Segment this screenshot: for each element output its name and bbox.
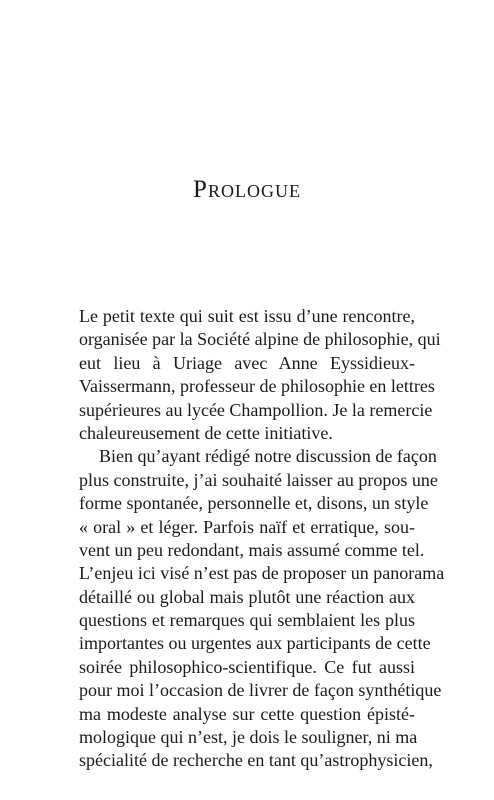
text-line: mologique qui n’est, je dois le souligner, ni ma — [79, 727, 418, 748]
text-line: chaleureusement de cette initiative. — [79, 422, 333, 443]
text-line: Bien qu’ayant rédigé notre discussion de façon — [99, 446, 437, 467]
text-line: pour moi l’occasion de livrer de façon synthétique — [79, 680, 442, 701]
text-line: supérieures au lycée Champollion. Je la remercie — [79, 399, 433, 420]
text-line: plus construite, j’ai souhaité laisser au propos une — [79, 469, 438, 490]
chapter-title: Prologue — [193, 176, 301, 203]
text-line: eut lieu à Uriage avec Anne Eyssidieux- — [79, 352, 415, 373]
text-line: Vaissermann, professeur de philosophie en lettres — [79, 376, 435, 397]
text-line: spécialité de recherche en tant qu’astrophysicien, — [79, 750, 433, 771]
paragraph — [79, 305, 441, 445]
text-line: forme spontanée, personnelle et, disons, un style — [79, 493, 429, 514]
text-line: soirée philosophico-scientifique. Ce fut aussi — [79, 656, 415, 677]
body-text — [79, 305, 445, 773]
text-line: importantes ou urgentes aux participants de cette — [79, 633, 431, 654]
text-line: L’enjeu ici visé n’est pas de proposer un panorama — [79, 563, 445, 584]
text-line: vent un peu redondant, mais assumé comme tel. — [79, 539, 425, 560]
text-line: « oral » et léger. Parfois naïf et erratique, sou- — [79, 516, 415, 537]
paragraph — [79, 445, 445, 772]
text-line: ma modeste analyse sur cette question épisté- — [79, 703, 415, 724]
text-line: détaillé ou global mais plutôt une réaction aux — [79, 586, 415, 607]
text-line: questions et remarques qui semblaient les plus — [79, 610, 415, 631]
text-line: organisée par la Société alpine de philosophie, qui — [79, 329, 441, 350]
text-line: Le petit texte qui suit est issu d’une rencontre, — [79, 306, 415, 326]
